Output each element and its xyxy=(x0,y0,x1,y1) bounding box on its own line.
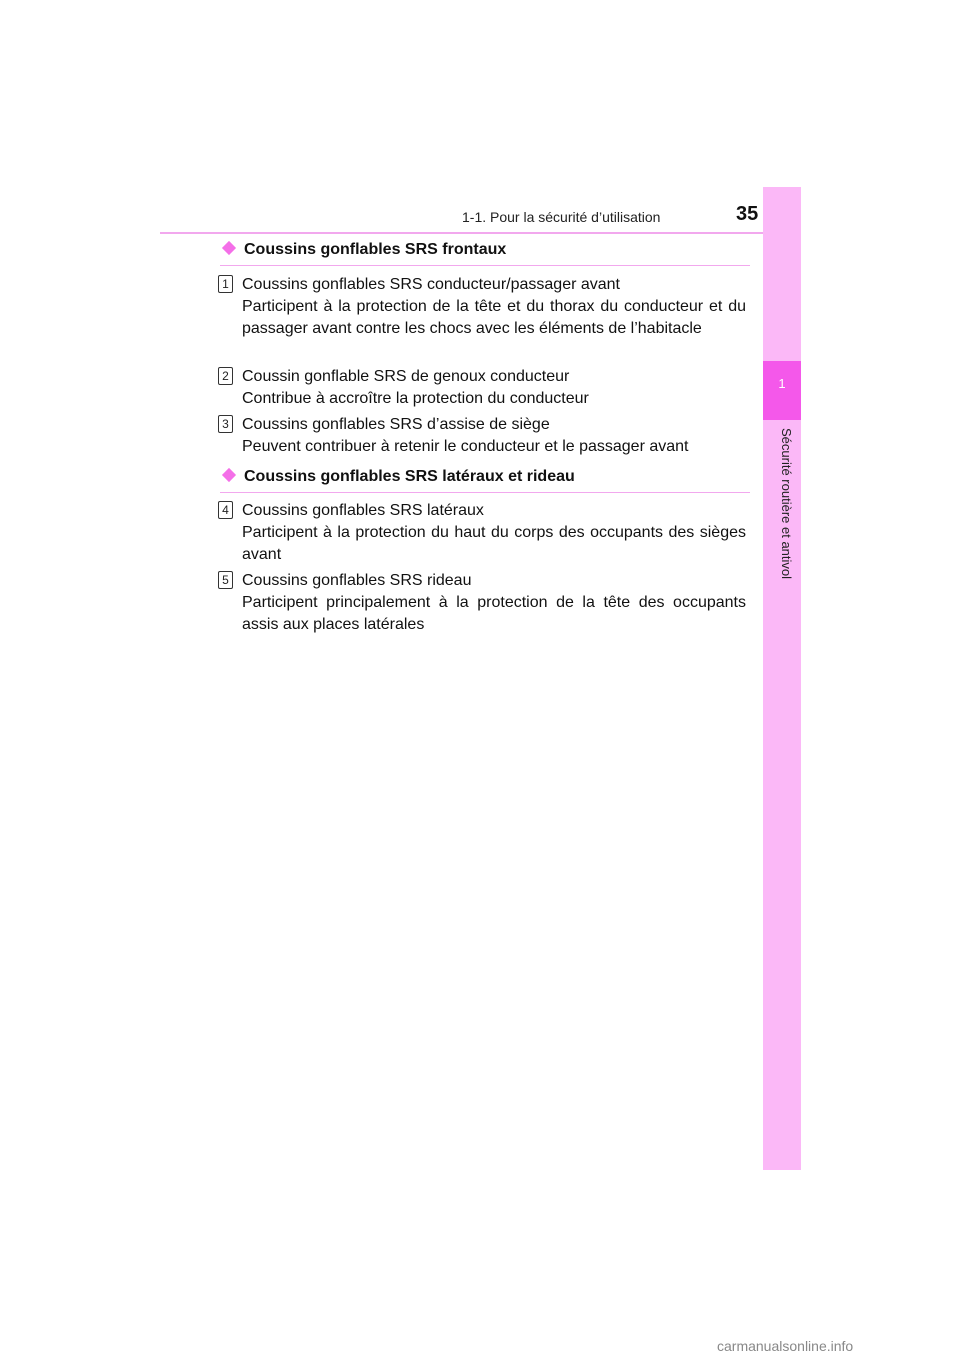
list-item xyxy=(218,366,746,410)
item-title: Coussins gonflables SRS latéraux xyxy=(242,502,484,519)
header-section-title: 1-1. Pour la sécurité d’utilisation xyxy=(462,209,661,225)
item-title: Coussins gonflables SRS rideau xyxy=(242,572,472,589)
section-divider xyxy=(220,265,750,266)
item-description: Participent à la protection de la tête et du thorax du conducteur et du passager avant contre les chocs avec les éléments de l’habitacle xyxy=(242,298,746,337)
number-3-icon: 3 xyxy=(218,415,233,433)
section-heading-side-curtain xyxy=(220,468,750,486)
chapter-label: Sécurité routière et antivol xyxy=(779,428,794,580)
number-5-icon: 5 xyxy=(218,571,233,589)
list-item xyxy=(218,500,746,566)
item-title: Coussins gonflables SRS d’assise de siège xyxy=(242,416,550,433)
section-heading-frontal xyxy=(220,241,750,259)
item-description: Contribue à accroître la protection du conducteur xyxy=(242,390,589,407)
list-item xyxy=(218,570,746,636)
diamond-bullet-icon xyxy=(222,468,236,482)
section-title: Coussins gonflables SRS frontaux xyxy=(244,241,507,258)
header-divider xyxy=(160,232,801,234)
item-description: Participent à la protection du haut du corps des occupants des sièges avant xyxy=(242,524,746,563)
list-item xyxy=(218,414,746,458)
section-title: Coussins gonflables SRS latéraux et rideau xyxy=(244,468,575,485)
list-item xyxy=(218,274,746,340)
chapter-side-tab xyxy=(763,187,801,1170)
diamond-bullet-icon xyxy=(222,241,236,255)
item-description: Participent principalement à la protection de la tête des occupants assis aux places latérales xyxy=(242,594,746,633)
number-4-icon: 4 xyxy=(218,501,233,519)
item-title: Coussins gonflables SRS conducteur/passager avant xyxy=(242,276,620,293)
page-number: 35 xyxy=(736,203,759,225)
chapter-number: 1 xyxy=(778,376,786,391)
section-divider xyxy=(220,492,750,493)
item-description: Peuvent contribuer à retenir le conducteur et le passager avant xyxy=(242,438,689,455)
number-1-icon: 1 xyxy=(218,275,233,293)
item-title: Coussin gonflable SRS de genoux conducteur xyxy=(242,368,570,385)
watermark: carmanualsonline.info xyxy=(717,1338,854,1354)
number-2-icon: 2 xyxy=(218,367,233,385)
